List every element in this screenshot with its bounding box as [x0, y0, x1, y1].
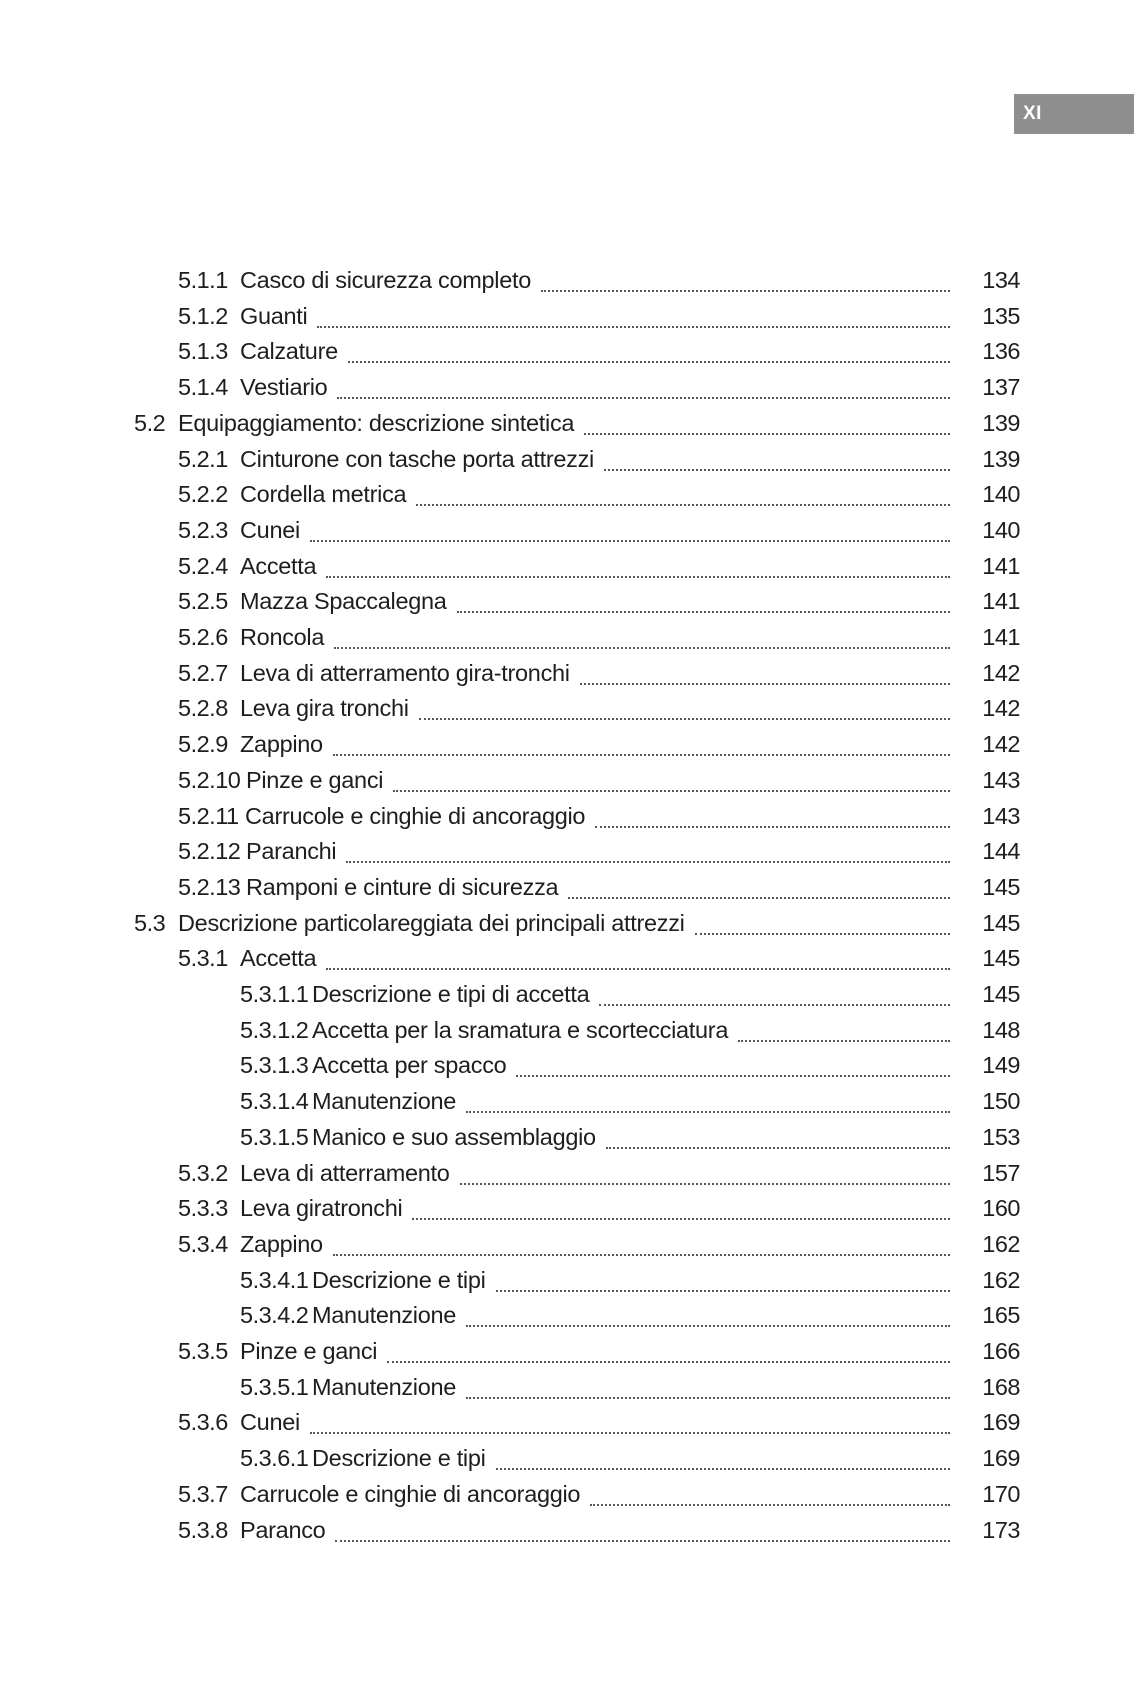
entry-page-number: 143 [982, 766, 1020, 793]
entry-number: 5.1.3 [178, 338, 228, 365]
entry-number: 5.3.7 [178, 1480, 228, 1507]
dot-leader [590, 1476, 950, 1506]
toc-entry [0, 405, 1134, 441]
dot-leader [604, 441, 950, 471]
entry-title: Manutenzione [312, 1088, 457, 1115]
dot-leader [460, 1155, 950, 1185]
entry-title: Descrizione e tipi di accetta [312, 981, 590, 1007]
entry-page-number: 135 [982, 302, 1020, 329]
entry-title: Accetta per la sramatura e scortecciatura [312, 1016, 729, 1043]
dot-leader [496, 1262, 950, 1292]
toc-entry [0, 1190, 1134, 1226]
entry-number: 5.1.4 [178, 374, 228, 401]
entry-page-number: 168 [982, 1373, 1020, 1400]
toc-entry [0, 762, 1134, 798]
entry-page-number: 165 [982, 1302, 1020, 1329]
entry-title: Cunei [240, 516, 300, 543]
entry-number: 5.2.2 [178, 481, 228, 508]
entry-number: 5.2.6 [178, 624, 228, 650]
entry-page-number: 139 [982, 409, 1020, 436]
toc-entry [0, 1262, 1134, 1298]
entry-number: 5.3.1 [178, 945, 228, 972]
dot-leader [599, 976, 950, 1006]
entry-title: Descrizione particolareggiata dei principali attrezzi [178, 909, 685, 936]
dot-leader [333, 1226, 950, 1256]
entry-page-number: 145 [982, 981, 1020, 1007]
dot-leader [335, 1512, 950, 1542]
toc-entry [0, 1369, 1134, 1405]
entry-title: Carrucole e cinghie di ancoraggio [240, 1480, 581, 1507]
dot-leader [568, 869, 950, 899]
toc-entry [0, 369, 1134, 405]
toc-entry [0, 1047, 1134, 1083]
entry-page-number: 149 [982, 1052, 1020, 1079]
toc-entry [0, 1297, 1134, 1333]
toc-entry [0, 690, 1134, 726]
entry-title: Cunei [240, 1409, 300, 1436]
dot-leader [606, 1119, 950, 1149]
entry-number: 5.1.2 [178, 302, 228, 329]
toc-entry [0, 798, 1134, 834]
entry-number: 5.3.4.2 [240, 1302, 309, 1329]
entry-page-number: 173 [982, 1516, 1020, 1543]
toc-entry [0, 833, 1134, 869]
entry-number: 5.3.1.4 [240, 1088, 309, 1115]
entry-title: Leva di atterramento gira-tronchi [240, 659, 570, 686]
toc-entry [0, 1083, 1134, 1119]
entry-title: Descrizione e tipi [312, 1445, 486, 1472]
toc-entry [0, 262, 1134, 298]
entry-title: Accetta [240, 945, 317, 972]
entry-title: Zappino [240, 731, 323, 758]
entry-number: 5.2.10 [178, 766, 241, 793]
entry-page-number: 157 [982, 1159, 1020, 1186]
entry-number: 5.3.4 [178, 1230, 228, 1257]
page-number-tab [1014, 94, 1134, 134]
entry-number: 5.3.2 [178, 1159, 228, 1186]
entry-page-number: 150 [982, 1088, 1020, 1115]
toc-entry [0, 976, 1134, 1012]
entry-number: 5.3.3 [178, 1195, 228, 1222]
entry-title: Paranchi [246, 838, 337, 865]
entry-title: Carrucole e cinghie di ancoraggio [245, 802, 586, 829]
dot-leader [580, 655, 950, 685]
entry-title: Accetta [240, 552, 317, 579]
toc-entry [0, 1440, 1134, 1476]
dot-leader [496, 1440, 950, 1470]
entry-number: 5.3.4.1 [240, 1266, 309, 1293]
entry-page-number: 141 [982, 588, 1020, 615]
entry-page-number: 162 [982, 1230, 1020, 1257]
entry-page-number: 141 [982, 552, 1020, 579]
entry-title: Vestiario [240, 374, 328, 401]
entry-number: 5.2.4 [178, 552, 228, 579]
entry-title: Guanti [240, 302, 308, 329]
entry-page-number: 145 [982, 909, 1020, 936]
toc-entry [0, 512, 1134, 548]
toc-entry [0, 869, 1134, 905]
dot-leader [326, 940, 950, 970]
entry-page-number: 145 [982, 945, 1020, 972]
entry-title: Mazza Spaccalegna [240, 588, 447, 615]
dot-leader [334, 619, 950, 649]
toc-entry [0, 1226, 1134, 1262]
entry-number: 5.3.6 [178, 1409, 228, 1436]
entry-title: Calzature [240, 338, 338, 365]
entry-page-number: 137 [982, 374, 1020, 401]
entry-title: Ramponi e cinture di sicurezza [246, 873, 559, 900]
entry-page-number: 160 [982, 1195, 1020, 1222]
toc-entry [0, 1119, 1134, 1155]
entry-title: Manico e suo assemblaggio [312, 1123, 596, 1150]
entry-page-number: 142 [982, 659, 1020, 686]
toc-entry [0, 583, 1134, 619]
entry-title: Paranco [240, 1516, 326, 1543]
entry-number: 5.2.9 [178, 731, 228, 758]
dot-leader [516, 1047, 950, 1077]
entry-number: 5.2.13 [178, 873, 241, 900]
entry-number: 5.3.1.5 [240, 1123, 309, 1150]
entry-page-number: 144 [982, 838, 1020, 865]
entry-page-number: 169 [982, 1409, 1020, 1436]
toc-entry [0, 333, 1134, 369]
entry-page-number: 166 [982, 1338, 1020, 1364]
entry-title: Leva giratronchi [240, 1195, 403, 1222]
entry-number: 5.3.6.1 [240, 1445, 309, 1472]
entry-title: Descrizione e tipi [312, 1266, 486, 1293]
dot-leader [541, 262, 950, 292]
entry-title: Pinze e ganci [240, 1338, 378, 1364]
entry-title: Roncola [240, 624, 325, 650]
toc-entry [0, 1333, 1134, 1369]
entry-number: 5.2.5 [178, 588, 228, 615]
dot-leader [695, 905, 950, 935]
dot-leader [457, 583, 950, 613]
toc-entry [0, 726, 1134, 762]
entry-page-number: 170 [982, 1480, 1020, 1507]
toc-entry [0, 1404, 1134, 1440]
entry-number: 5.2.3 [178, 516, 228, 543]
entry-number: 5.3.5.1 [240, 1373, 309, 1400]
entry-page-number: 140 [982, 516, 1020, 543]
entry-title: Leva gira tronchi [240, 695, 409, 722]
entry-number: 5.3.8 [178, 1516, 228, 1543]
entry-page-number: 162 [982, 1266, 1020, 1293]
toc-entry [0, 905, 1134, 941]
entry-title: Manutenzione [312, 1302, 457, 1329]
dot-leader [387, 1333, 950, 1363]
entry-number: 5.3.1.2 [240, 1016, 309, 1043]
dot-leader [348, 333, 950, 363]
entry-page-number: 141 [982, 624, 1020, 650]
entry-page-number: 145 [982, 873, 1020, 900]
entry-title: Accetta per spacco [312, 1052, 507, 1079]
dot-leader [419, 690, 950, 720]
entry-page-number: 140 [982, 481, 1020, 508]
entry-page-number: 143 [982, 802, 1020, 829]
toc-entry [0, 441, 1134, 477]
entry-title: Cordella metrica [240, 481, 407, 508]
entry-page-number: 136 [982, 338, 1020, 365]
entry-number: 5.1.1 [178, 267, 228, 293]
dot-leader [333, 726, 950, 756]
entry-number: 5.2.8 [178, 695, 228, 722]
toc-entry [0, 548, 1134, 584]
toc-entry [0, 298, 1134, 334]
entry-number: 5.3.1.3 [240, 1052, 309, 1079]
entry-page-number: 169 [982, 1445, 1020, 1472]
dot-leader [584, 405, 950, 435]
entry-title: Manutenzione [312, 1373, 457, 1400]
entry-number: 5.3.5 [178, 1338, 228, 1364]
entry-number: 5.2.11 [178, 802, 239, 829]
entry-page-number: 134 [982, 267, 1020, 293]
entry-title: Leva di atterramento [240, 1159, 450, 1186]
entry-page-number: 153 [982, 1123, 1020, 1150]
toc-entry [0, 940, 1134, 976]
dot-leader [466, 1297, 950, 1327]
entry-title: Pinze e ganci [246, 766, 384, 793]
entry-number: 5.2.7 [178, 659, 228, 686]
dot-leader [466, 1083, 950, 1113]
entry-title: Cinturone con tasche porta attrezzi [240, 445, 594, 472]
entry-title: Equipaggiamento: descrizione sintetica [178, 409, 575, 436]
entry-page-number: 142 [982, 731, 1020, 758]
toc-entry [0, 1155, 1134, 1191]
entry-number: 5.2 [134, 409, 166, 436]
entry-number: 5.3.1.1 [240, 981, 309, 1007]
dot-leader [310, 1404, 950, 1434]
entry-title: Casco di sicurezza completo [240, 267, 531, 293]
toc-entry [0, 476, 1134, 512]
dot-leader [317, 298, 950, 328]
dot-leader [337, 369, 950, 399]
dot-leader [310, 512, 950, 542]
dot-leader [738, 1012, 950, 1042]
entry-number: 5.2.12 [178, 838, 241, 865]
dot-leader [595, 798, 950, 828]
dot-leader [412, 1190, 950, 1220]
dot-leader [466, 1369, 950, 1399]
entry-page-number: 142 [982, 695, 1020, 722]
dot-leader [326, 548, 950, 578]
entry-number: 5.2.1 [178, 445, 228, 472]
toc-entry [0, 1476, 1134, 1512]
dot-leader [393, 762, 950, 792]
page-number: XI [1023, 103, 1042, 124]
toc-entry [0, 1512, 1134, 1548]
toc-entry [0, 655, 1134, 691]
entry-page-number: 148 [982, 1016, 1020, 1043]
toc-entry [0, 1012, 1134, 1048]
entry-page-number: 139 [982, 445, 1020, 472]
toc-entry [0, 619, 1134, 655]
dot-leader [346, 833, 950, 863]
entry-number: 5.3 [134, 909, 166, 936]
entry-title: Zappino [240, 1230, 323, 1257]
dot-leader [416, 476, 950, 506]
